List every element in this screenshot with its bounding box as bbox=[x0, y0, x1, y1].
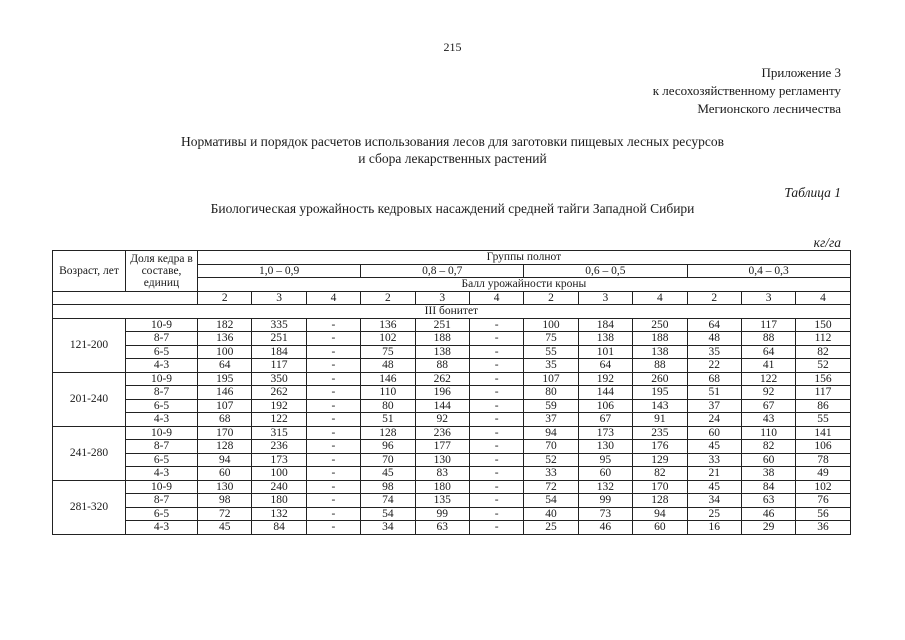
yield-value-cell: 74 bbox=[361, 494, 415, 508]
yield-value-cell: 98 bbox=[361, 480, 415, 494]
table-row bbox=[53, 399, 851, 413]
yield-value-cell: 98 bbox=[198, 494, 252, 508]
yield-value-cell: 144 bbox=[415, 399, 469, 413]
yield-value-cell: 196 bbox=[415, 386, 469, 400]
yield-value-cell: 82 bbox=[796, 345, 850, 359]
header-score-spacer bbox=[53, 291, 198, 305]
yield-value-cell: - bbox=[306, 386, 360, 400]
score-header: 3 bbox=[741, 291, 795, 305]
yield-value-cell: - bbox=[469, 332, 523, 346]
yield-value-cell: 96 bbox=[361, 440, 415, 454]
yield-value-cell: 60 bbox=[198, 467, 252, 481]
yield-value-cell: 132 bbox=[252, 507, 306, 521]
yield-value-cell: - bbox=[306, 332, 360, 346]
yield-value-cell: 240 bbox=[252, 480, 306, 494]
yield-value-cell: 78 bbox=[796, 453, 850, 467]
yield-value-cell: 88 bbox=[741, 332, 795, 346]
yield-value-cell: 102 bbox=[361, 332, 415, 346]
yield-table bbox=[52, 250, 851, 535]
yield-value-cell: 138 bbox=[578, 332, 632, 346]
score-header: 4 bbox=[633, 291, 687, 305]
yield-value-cell: - bbox=[306, 413, 360, 427]
yield-value-cell: - bbox=[306, 399, 360, 413]
share-cell: 10-9 bbox=[126, 480, 198, 494]
score-header: 4 bbox=[796, 291, 850, 305]
yield-value-cell: 107 bbox=[198, 399, 252, 413]
yield-value-cell: 72 bbox=[524, 480, 578, 494]
yield-value-cell: 176 bbox=[633, 440, 687, 454]
density-group-header: 0,6 – 0,5 bbox=[524, 264, 687, 278]
yield-value-cell: - bbox=[306, 318, 360, 332]
yield-value-cell: 51 bbox=[687, 386, 741, 400]
yield-value-cell: 135 bbox=[415, 494, 469, 508]
yield-value-cell: - bbox=[469, 467, 523, 481]
appendix-line-2: к лесохозяйственному регламенту bbox=[652, 83, 841, 98]
yield-value-cell: - bbox=[469, 494, 523, 508]
yield-value-cell: 45 bbox=[687, 480, 741, 494]
yield-value-cell: 60 bbox=[633, 521, 687, 535]
yield-value-cell: 80 bbox=[361, 399, 415, 413]
table-row bbox=[53, 332, 851, 346]
yield-value-cell: 34 bbox=[687, 494, 741, 508]
score-header: 2 bbox=[198, 291, 252, 305]
share-cell: 8-7 bbox=[126, 440, 198, 454]
share-cell: 10-9 bbox=[126, 372, 198, 386]
yield-value-cell: 48 bbox=[361, 359, 415, 373]
yield-value-cell: 67 bbox=[578, 413, 632, 427]
yield-value-cell: 128 bbox=[633, 494, 687, 508]
density-group-header: 0,4 – 0,3 bbox=[687, 264, 850, 278]
header-age: Возраст, лет bbox=[53, 251, 126, 292]
table-row bbox=[53, 359, 851, 373]
share-cell: 4-3 bbox=[126, 467, 198, 481]
table-row bbox=[53, 386, 851, 400]
yield-value-cell: 173 bbox=[578, 426, 632, 440]
yield-value-cell: 60 bbox=[578, 467, 632, 481]
yield-value-cell: 99 bbox=[415, 507, 469, 521]
yield-value-cell: 182 bbox=[198, 318, 252, 332]
yield-value-cell: 106 bbox=[796, 440, 850, 454]
yield-value-cell: 251 bbox=[252, 332, 306, 346]
yield-value-cell: - bbox=[469, 386, 523, 400]
yield-value-cell: 122 bbox=[741, 372, 795, 386]
share-cell: 8-7 bbox=[126, 494, 198, 508]
yield-value-cell: 82 bbox=[741, 440, 795, 454]
yield-value-cell: 335 bbox=[252, 318, 306, 332]
yield-value-cell: 59 bbox=[524, 399, 578, 413]
yield-value-cell: 22 bbox=[687, 359, 741, 373]
yield-value-cell: 192 bbox=[578, 372, 632, 386]
bonitet-row bbox=[53, 305, 851, 319]
yield-value-cell: 41 bbox=[741, 359, 795, 373]
yield-value-cell: 94 bbox=[633, 507, 687, 521]
yield-value-cell: 235 bbox=[633, 426, 687, 440]
yield-value-cell: - bbox=[469, 440, 523, 454]
yield-value-cell: 68 bbox=[687, 372, 741, 386]
yield-value-cell: 64 bbox=[741, 345, 795, 359]
yield-value-cell: 184 bbox=[578, 318, 632, 332]
yield-value-cell: 95 bbox=[578, 453, 632, 467]
yield-value-cell: 102 bbox=[796, 480, 850, 494]
score-header: 3 bbox=[252, 291, 306, 305]
share-cell: 8-7 bbox=[126, 386, 198, 400]
share-cell: 10-9 bbox=[126, 318, 198, 332]
yield-value-cell: 63 bbox=[415, 521, 469, 535]
yield-value-cell: - bbox=[469, 426, 523, 440]
yield-value-cell: 40 bbox=[524, 507, 578, 521]
yield-value-cell: 64 bbox=[687, 318, 741, 332]
yield-value-cell: 262 bbox=[252, 386, 306, 400]
table-title: Биологическая урожайность кедровых насаждений средней тайги Западной Сибири bbox=[210, 201, 695, 216]
yield-value-cell: 70 bbox=[524, 440, 578, 454]
share-cell: 4-3 bbox=[126, 359, 198, 373]
yield-value-cell: 122 bbox=[252, 413, 306, 427]
yield-value-cell: 92 bbox=[741, 386, 795, 400]
yield-value-cell: 143 bbox=[633, 399, 687, 413]
yield-value-cell: 70 bbox=[361, 453, 415, 467]
yield-value-cell: 156 bbox=[796, 372, 850, 386]
yield-value-cell: 56 bbox=[796, 507, 850, 521]
yield-value-cell: 101 bbox=[578, 345, 632, 359]
share-cell: 4-3 bbox=[126, 521, 198, 535]
table-header bbox=[53, 251, 851, 319]
table-row bbox=[53, 413, 851, 427]
yield-value-cell: 99 bbox=[578, 494, 632, 508]
yield-value-cell: 136 bbox=[198, 332, 252, 346]
yield-value-cell: - bbox=[469, 359, 523, 373]
yield-value-cell: 25 bbox=[524, 521, 578, 535]
yield-value-cell: 236 bbox=[252, 440, 306, 454]
yield-value-cell: 195 bbox=[198, 372, 252, 386]
yield-value-cell: 236 bbox=[415, 426, 469, 440]
yield-value-cell: 54 bbox=[524, 494, 578, 508]
yield-value-cell: 88 bbox=[415, 359, 469, 373]
yield-value-cell: 117 bbox=[796, 386, 850, 400]
density-group-header: 0,8 – 0,7 bbox=[361, 264, 524, 278]
yield-value-cell: 83 bbox=[415, 467, 469, 481]
yield-value-cell: 315 bbox=[252, 426, 306, 440]
table-row bbox=[53, 345, 851, 359]
score-header: 3 bbox=[578, 291, 632, 305]
yield-value-cell: 100 bbox=[198, 345, 252, 359]
yield-value-cell: 128 bbox=[198, 440, 252, 454]
table-body bbox=[53, 318, 851, 534]
yield-value-cell: - bbox=[306, 467, 360, 481]
yield-value-cell: 34 bbox=[361, 521, 415, 535]
header-density-groups: Группы полнот bbox=[198, 251, 851, 265]
score-header: 4 bbox=[306, 291, 360, 305]
table-row bbox=[53, 467, 851, 481]
yield-value-cell: - bbox=[306, 453, 360, 467]
yield-value-cell: - bbox=[469, 345, 523, 359]
yield-value-cell: 130 bbox=[415, 453, 469, 467]
yield-value-cell: 63 bbox=[741, 494, 795, 508]
table-label: Таблица 1 bbox=[784, 185, 841, 200]
yield-value-cell: 48 bbox=[687, 332, 741, 346]
yield-value-cell: 177 bbox=[415, 440, 469, 454]
share-cell: 6-5 bbox=[126, 345, 198, 359]
yield-value-cell: - bbox=[306, 426, 360, 440]
yield-value-cell: 112 bbox=[796, 332, 850, 346]
yield-value-cell: 180 bbox=[252, 494, 306, 508]
score-header: 2 bbox=[524, 291, 578, 305]
yield-value-cell: 138 bbox=[633, 345, 687, 359]
table-row bbox=[53, 440, 851, 454]
score-header: 4 bbox=[469, 291, 523, 305]
yield-value-cell: 94 bbox=[198, 453, 252, 467]
units-label: кг/га bbox=[813, 235, 841, 250]
table-row bbox=[53, 318, 851, 332]
yield-value-cell: - bbox=[306, 480, 360, 494]
table-row bbox=[53, 372, 851, 386]
document-title bbox=[0, 133, 905, 167]
yield-value-cell: - bbox=[469, 507, 523, 521]
yield-value-cell: 33 bbox=[687, 453, 741, 467]
age-cell: 241-280 bbox=[53, 426, 126, 480]
yield-value-cell: - bbox=[469, 399, 523, 413]
yield-value-cell: 144 bbox=[578, 386, 632, 400]
bonitet-label: III бонитет bbox=[53, 305, 851, 319]
header-share: Доля кедра в составе, единиц bbox=[126, 251, 198, 292]
yield-value-cell: 100 bbox=[252, 467, 306, 481]
yield-value-cell: - bbox=[306, 521, 360, 535]
yield-value-cell: 86 bbox=[796, 399, 850, 413]
header-row-scores bbox=[53, 291, 851, 305]
appendix-line-3: Мегионского лесничества bbox=[697, 101, 841, 116]
table-row bbox=[53, 494, 851, 508]
yield-value-cell: 75 bbox=[361, 345, 415, 359]
yield-value-cell: - bbox=[306, 507, 360, 521]
age-cell: 281-320 bbox=[53, 480, 126, 534]
appendix-note bbox=[653, 64, 841, 118]
score-header: 2 bbox=[687, 291, 741, 305]
yield-value-cell: - bbox=[469, 453, 523, 467]
yield-value-cell: 55 bbox=[524, 345, 578, 359]
yield-value-cell: 117 bbox=[252, 359, 306, 373]
yield-value-cell: - bbox=[469, 521, 523, 535]
yield-value-cell: - bbox=[469, 480, 523, 494]
table-row bbox=[53, 426, 851, 440]
yield-value-cell: 60 bbox=[741, 453, 795, 467]
header-score: Балл урожайности кроны bbox=[198, 278, 851, 292]
yield-value-cell: 107 bbox=[524, 372, 578, 386]
yield-value-cell: 45 bbox=[198, 521, 252, 535]
share-cell: 6-5 bbox=[126, 453, 198, 467]
yield-value-cell: 25 bbox=[687, 507, 741, 521]
yield-value-cell: 21 bbox=[687, 467, 741, 481]
yield-value-cell: 84 bbox=[741, 480, 795, 494]
yield-value-cell: 130 bbox=[198, 480, 252, 494]
yield-value-cell: 184 bbox=[252, 345, 306, 359]
yield-value-cell: 146 bbox=[198, 386, 252, 400]
share-cell: 6-5 bbox=[126, 399, 198, 413]
density-group-header: 1,0 – 0,9 bbox=[198, 264, 361, 278]
yield-value-cell: - bbox=[306, 494, 360, 508]
yield-value-cell: 37 bbox=[524, 413, 578, 427]
yield-value-cell: 49 bbox=[796, 467, 850, 481]
yield-value-cell: 188 bbox=[415, 332, 469, 346]
yield-value-cell: 82 bbox=[633, 467, 687, 481]
yield-value-cell: 64 bbox=[198, 359, 252, 373]
yield-value-cell: - bbox=[306, 345, 360, 359]
yield-value-cell: 150 bbox=[796, 318, 850, 332]
share-cell: 6-5 bbox=[126, 507, 198, 521]
yield-value-cell: 45 bbox=[687, 440, 741, 454]
yield-value-cell: - bbox=[306, 440, 360, 454]
yield-value-cell: 350 bbox=[252, 372, 306, 386]
yield-value-cell: 100 bbox=[524, 318, 578, 332]
yield-value-cell: 136 bbox=[361, 318, 415, 332]
yield-value-cell: 88 bbox=[633, 359, 687, 373]
yield-value-cell: 64 bbox=[578, 359, 632, 373]
age-cell: 121-200 bbox=[53, 318, 126, 372]
yield-value-cell: 46 bbox=[578, 521, 632, 535]
yield-value-cell: - bbox=[306, 372, 360, 386]
yield-value-cell: 92 bbox=[415, 413, 469, 427]
yield-value-cell: 76 bbox=[796, 494, 850, 508]
yield-value-cell: 16 bbox=[687, 521, 741, 535]
yield-value-cell: 173 bbox=[252, 453, 306, 467]
document-title-line-1: Нормативы и порядок расчетов использования лесов для заготовки пищевых лесных ресурсов bbox=[180, 134, 724, 149]
yield-value-cell: 262 bbox=[415, 372, 469, 386]
yield-value-cell: 75 bbox=[524, 332, 578, 346]
yield-value-cell: 129 bbox=[633, 453, 687, 467]
yield-value-cell: 94 bbox=[524, 426, 578, 440]
yield-value-cell: 80 bbox=[524, 386, 578, 400]
yield-value-cell: 45 bbox=[361, 467, 415, 481]
yield-value-cell: 35 bbox=[524, 359, 578, 373]
table-row bbox=[53, 453, 851, 467]
share-cell: 8-7 bbox=[126, 332, 198, 346]
yield-value-cell: 51 bbox=[361, 413, 415, 427]
yield-value-cell: 24 bbox=[687, 413, 741, 427]
table-row bbox=[53, 480, 851, 494]
yield-value-cell: 138 bbox=[415, 345, 469, 359]
yield-value-cell: 91 bbox=[633, 413, 687, 427]
yield-value-cell: 84 bbox=[252, 521, 306, 535]
age-cell: 201-240 bbox=[53, 372, 126, 426]
yield-value-cell: - bbox=[306, 359, 360, 373]
yield-value-cell: 132 bbox=[578, 480, 632, 494]
share-cell: 4-3 bbox=[126, 413, 198, 427]
table-row bbox=[53, 507, 851, 521]
yield-value-cell: 52 bbox=[796, 359, 850, 373]
score-header: 2 bbox=[361, 291, 415, 305]
yield-value-cell: 192 bbox=[252, 399, 306, 413]
yield-value-cell: 170 bbox=[633, 480, 687, 494]
yield-value-cell: 37 bbox=[687, 399, 741, 413]
yield-value-cell: 130 bbox=[578, 440, 632, 454]
yield-value-cell: - bbox=[469, 413, 523, 427]
yield-value-cell: 188 bbox=[633, 332, 687, 346]
header-row-groups bbox=[53, 251, 851, 265]
yield-value-cell: 110 bbox=[361, 386, 415, 400]
yield-value-cell: 54 bbox=[361, 507, 415, 521]
yield-value-cell: 128 bbox=[361, 426, 415, 440]
yield-value-cell: 170 bbox=[198, 426, 252, 440]
yield-value-cell: 260 bbox=[633, 372, 687, 386]
yield-value-cell: 250 bbox=[633, 318, 687, 332]
yield-value-cell: 55 bbox=[796, 413, 850, 427]
yield-value-cell: 35 bbox=[687, 345, 741, 359]
yield-value-cell: 106 bbox=[578, 399, 632, 413]
document-title-line-2: и сбора лекарственных растений bbox=[358, 151, 547, 166]
yield-value-cell: 180 bbox=[415, 480, 469, 494]
yield-value-cell: - bbox=[469, 318, 523, 332]
yield-value-cell: 43 bbox=[741, 413, 795, 427]
yield-value-cell: 73 bbox=[578, 507, 632, 521]
yield-value-cell: 52 bbox=[524, 453, 578, 467]
yield-value-cell: 36 bbox=[796, 521, 850, 535]
table-row bbox=[53, 521, 851, 535]
yield-value-cell: 110 bbox=[741, 426, 795, 440]
yield-value-cell: 33 bbox=[524, 467, 578, 481]
appendix-line-1: Приложение 3 bbox=[761, 65, 841, 80]
score-header: 3 bbox=[415, 291, 469, 305]
yield-value-cell: 251 bbox=[415, 318, 469, 332]
yield-value-cell: 67 bbox=[741, 399, 795, 413]
yield-value-cell: 72 bbox=[198, 507, 252, 521]
page-number: 215 bbox=[443, 40, 462, 54]
yield-value-cell: 141 bbox=[796, 426, 850, 440]
yield-value-cell: 68 bbox=[198, 413, 252, 427]
yield-value-cell: 46 bbox=[741, 507, 795, 521]
yield-value-cell: 146 bbox=[361, 372, 415, 386]
share-cell: 10-9 bbox=[126, 426, 198, 440]
yield-value-cell: 195 bbox=[633, 386, 687, 400]
yield-value-cell: - bbox=[469, 372, 523, 386]
yield-value-cell: 29 bbox=[741, 521, 795, 535]
yield-value-cell: 60 bbox=[687, 426, 741, 440]
yield-value-cell: 38 bbox=[741, 467, 795, 481]
yield-value-cell: 117 bbox=[741, 318, 795, 332]
